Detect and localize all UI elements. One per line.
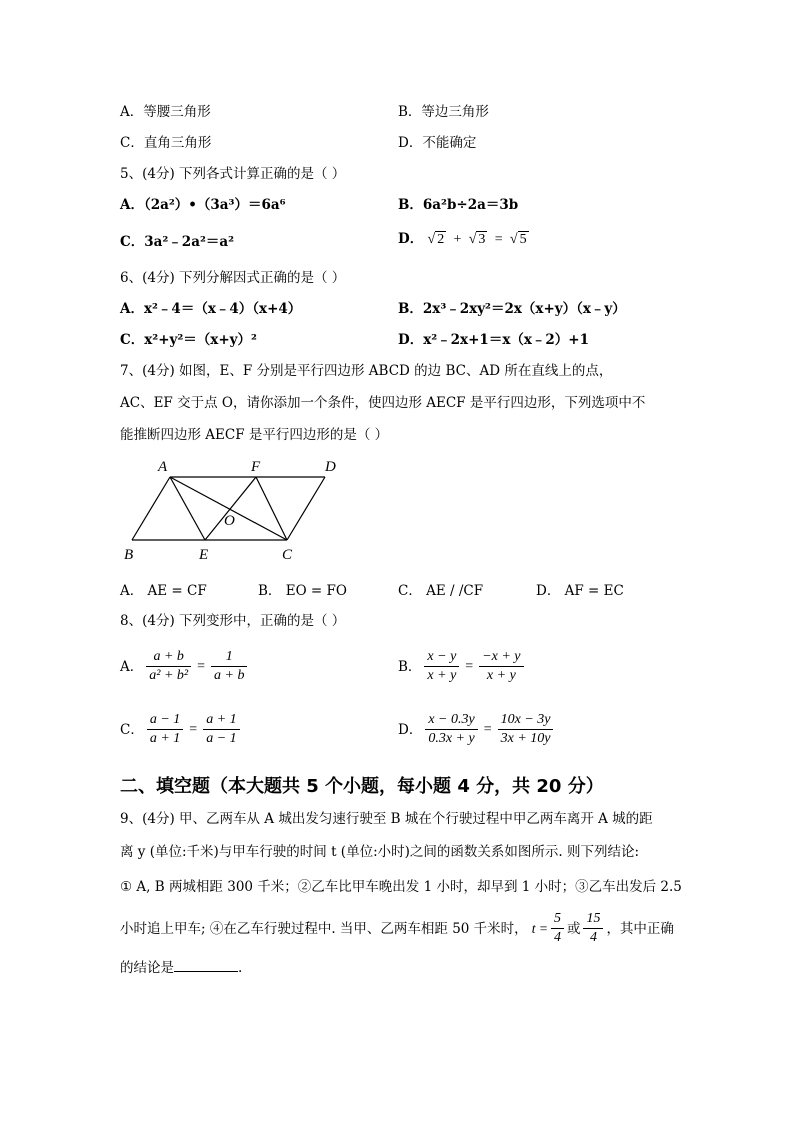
fraction: $\frac{1}{a + b}$ [211,648,247,685]
q5-option-c: C．3a²﹣2a²＝a² [120,234,235,250]
q9-line4-text: 小时追上甲车; ④在乙车行驶过程中. 当甲、乙两车相距 50 千米时， [120,920,528,937]
point-f-label: F [251,459,261,475]
q4-option-a: A．等腰三角形 [120,104,211,120]
q8-option-a: A． $\frac{a + b}{\text{a² + b²}}$ = $\frac{1}{a + b}$ [120,648,250,685]
q5-option-a: A．（2a²）•（3a³）＝6a⁶ [120,197,286,213]
q9-line1: 9、(4分) 甲、乙两车从 A 城出发匀速行驶至 B 城在个行驶过程中甲乙两车离开 A 城的距 [120,811,653,827]
point-c-label: C [282,547,293,563]
segment-ab [132,477,170,540]
fraction: $\frac{a + b}{\text{a² + b²}}$ [146,648,191,685]
q9-line5: 的结论是 . [120,957,242,977]
q7-option-d: D． AF = EC [536,583,624,599]
fraction: $\frac{-x + y}{x + y}$ [479,648,523,685]
t-equals: t = [531,920,548,936]
q9-line2: 离 y (单位:千米)与甲车行驶的时间 t (单位:小时)之间的函数关系如图所示. 则下列结论: [120,844,640,860]
q7-option-c: C． AE / /CF [398,583,484,599]
or-text: 或 [566,920,581,937]
point-d-label: D [325,459,336,475]
q6-option-c: C．x²+y²＝（x+y）² [120,332,257,348]
q6-option-d: D．x²﹣2x+1＝x（x﹣2）+1 [398,332,590,348]
sqrt-2: √ 2 [427,232,445,247]
q8-option-c: C． $\frac{a - 1}{a + 1}$ = $\frac{a + 1}{a - 1}$ [120,711,243,748]
q5-option-b: B．6a²b÷2a＝3b [398,197,519,213]
fraction: $\frac{a + 1}{a - 1}$ [203,711,239,748]
q6-option-a: A．x²﹣4＝（x﹣4）（x+4） [120,301,302,317]
fraction: $\frac{x - y}{x + y}$ [424,648,459,685]
point-a-label: A [158,459,168,475]
q8-option-a-label: A． [120,658,144,675]
fraction: $\frac{15}{4}$ [583,910,603,947]
equals-sign: = [494,231,503,247]
point-e-label: E [199,547,209,563]
point-b-label: B [124,547,134,563]
q4-option-b: B．等边三角形 [398,104,489,120]
q8-stem: 8、(4分) 下列变形中，正确的是（ ） [120,613,346,629]
fraction: $\frac{5}{4}$ [551,910,564,947]
q7-stem-line2: AC、EF 交于点 O，请你添加一个条件，使四边形 AECF 是平行四边形，下列选项中不 [120,395,646,411]
q8-option-c-label: C． [120,721,144,738]
q8-option-b-label: B． [398,658,422,675]
sqrt-3: √ 3 [468,232,486,247]
q5-stem: 5、(4分) 下列各式计算正确的是（ ） [120,166,346,182]
q9-line4-tail: ，其中正确 [606,920,674,937]
point-o-label: O [224,513,235,529]
sqrt-5: √ 5 [509,232,527,247]
q6-option-b: B．2x³﹣2xy²＝2x（x+y）（x﹣y） [398,301,626,317]
q8-option-d-label: D． [398,721,423,738]
q9-line4 [120,910,674,947]
q8-option-b: B． $\frac{x - y}{x + y}$ = $\frac{-x + y}{x + y}$ [398,648,527,685]
fraction: $\frac{10x - 3y}{3x + 10y}$ [498,711,554,748]
q5-option-d [398,230,529,249]
q6-stem: 6、(4分) 下列分解因式正确的是（ ） [120,270,346,286]
q7-stem-line3: 能推断四边形 AECF 是平行四边形的是（ ） [120,427,389,443]
q8-option-d: D． $\frac{x - 0.3y}{0.3x + y}$ = $\frac{10x - 3y}{3x + 10y}$ [398,711,556,748]
q9-line3: ① A, B 两城相距 300 千米；②乙车比甲车晚出发 1 小时，却早到 1 小时；③乙车出发后 2.5 [120,879,682,895]
parallelogram-figure [120,452,350,567]
segment-fc [256,477,287,540]
q7-stem-line1: 7、(4分) 如图，E、F 分别是平行四边形 ABCD 的边 BC、AD 所在直线上的点， [120,363,613,379]
section-heading: 二、填空题（本大题共 5 个小题，每小题 4 分，共 20 分） [120,776,604,797]
plus-sign: + [453,231,462,247]
q5-option-d-label: D． [398,231,424,247]
q4-option-d: D．不能确定 [398,135,477,151]
q4-option-c: C．直角三角形 [120,135,212,151]
q7-option-b: B． EO = FO [258,583,347,599]
fraction: $\frac{x - 0.3y}{0.3x + y}$ [425,711,477,748]
q7-option-a: A． AE = CF [120,583,207,599]
segment-dc [287,477,325,540]
fraction: $\frac{a - 1}{a + 1}$ [147,711,183,748]
segment-fe [205,477,256,540]
answer-blank[interactable] [174,957,238,972]
q9-line5-text: 的结论是 [120,960,174,976]
